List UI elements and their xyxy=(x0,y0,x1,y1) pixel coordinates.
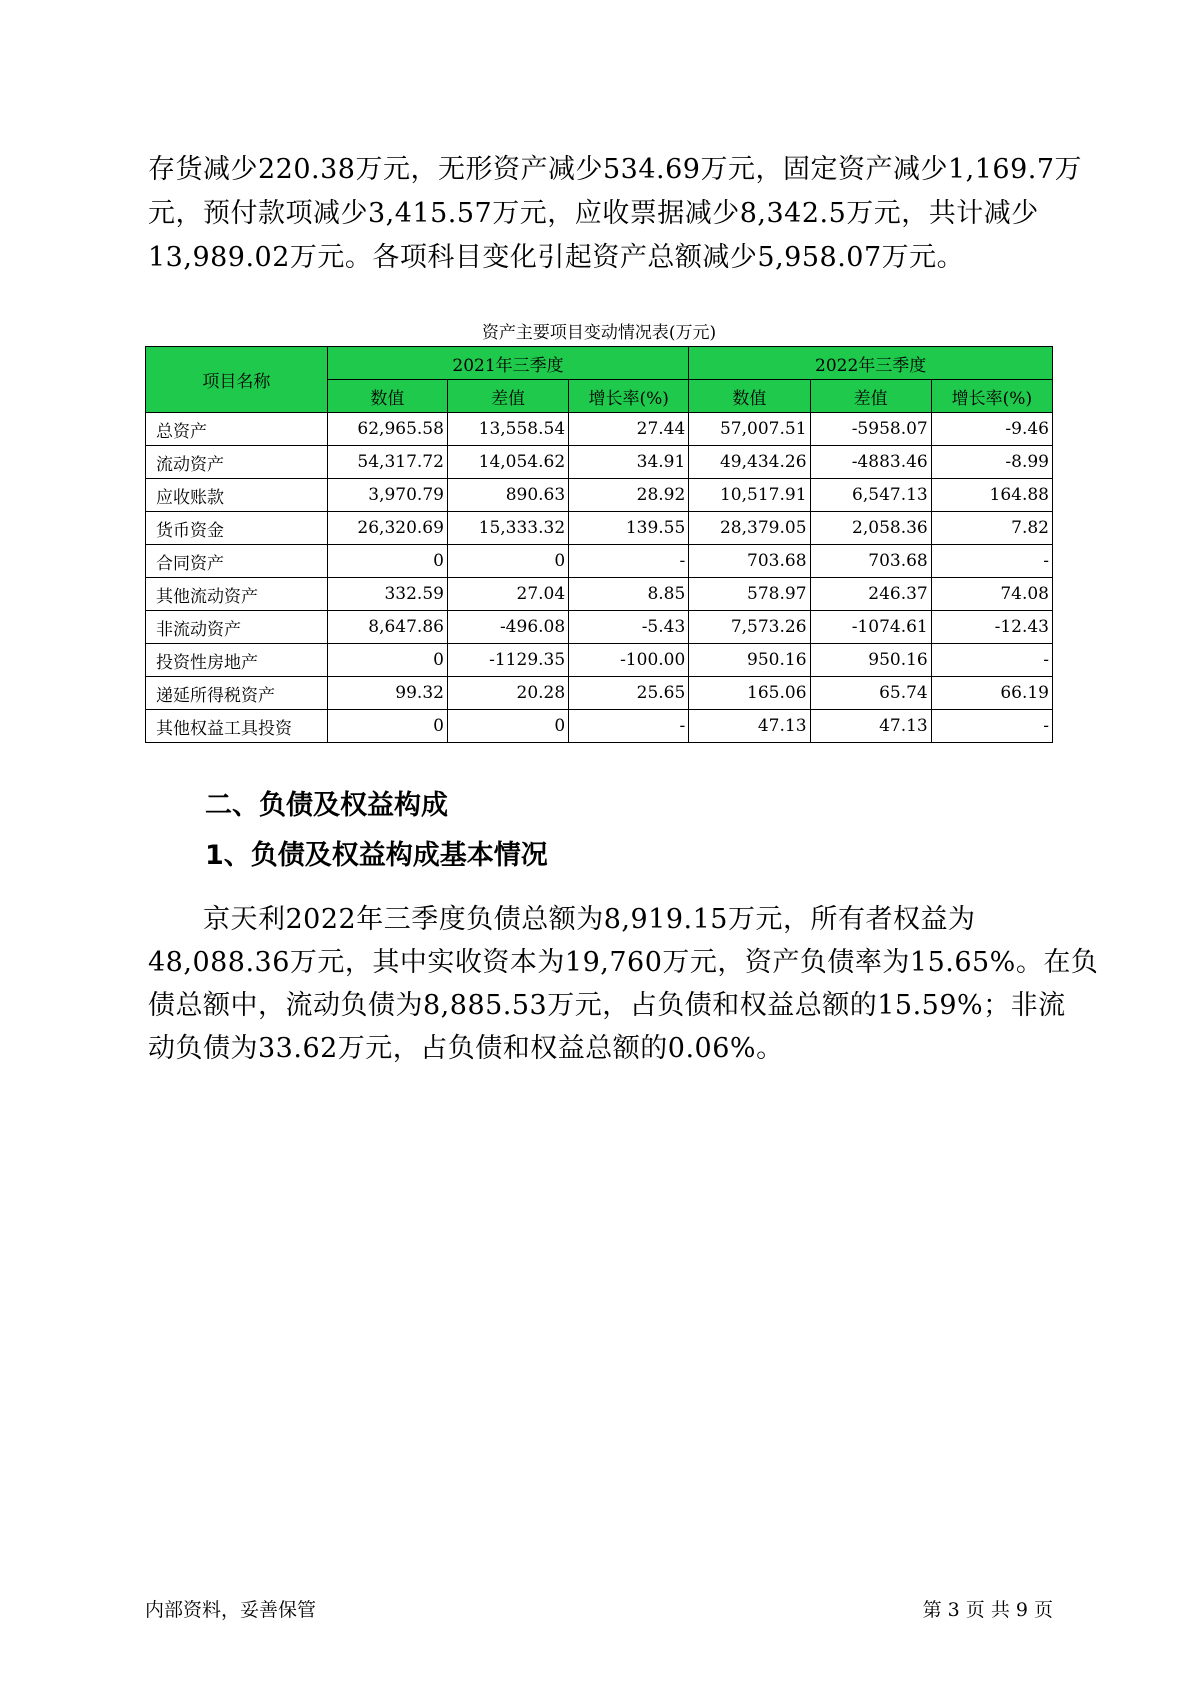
table-cell: 890.63 xyxy=(447,479,568,512)
table-row xyxy=(146,545,1053,578)
table-cell: -5958.07 xyxy=(810,413,931,446)
table-cell: 165.06 xyxy=(689,677,810,710)
row-item-name: 总资产 xyxy=(146,413,328,446)
table-cell: 62,965.58 xyxy=(327,413,447,446)
table-cell: 14,054.62 xyxy=(447,446,568,479)
table-cell: 6,547.13 xyxy=(810,479,931,512)
table-cell: 0 xyxy=(327,545,447,578)
row-item-name: 其他流动资产 xyxy=(146,578,328,611)
footer-page-number: 第 3 页 共 9 页 xyxy=(922,1599,1053,1621)
table-cell: - xyxy=(569,710,689,743)
table-cell: -1129.35 xyxy=(447,644,568,677)
table-row xyxy=(146,611,1053,644)
row-item-name: 流动资产 xyxy=(146,446,328,479)
table-cell: 0 xyxy=(447,545,568,578)
table-cell: 139.55 xyxy=(569,512,689,545)
table-cell: 950.16 xyxy=(689,644,810,677)
table-cell: -4883.46 xyxy=(810,446,931,479)
row-item-name: 货币资金 xyxy=(146,512,328,545)
table-cell: 15,333.32 xyxy=(447,512,568,545)
table-cell: 57,007.51 xyxy=(689,413,810,446)
asset-changes-table xyxy=(145,346,1053,743)
table-cell: 950.16 xyxy=(810,644,931,677)
table-cell: - xyxy=(569,545,689,578)
header-group-2021: 2021年三季度 xyxy=(327,347,688,380)
table-cell: 10,517.91 xyxy=(689,479,810,512)
table-cell: 0 xyxy=(327,710,447,743)
subheader-value-2022: 数值 xyxy=(689,380,810,413)
table-row xyxy=(146,479,1053,512)
table-row xyxy=(146,512,1053,545)
table-cell: 54,317.72 xyxy=(327,446,447,479)
table-cell: -100.00 xyxy=(569,644,689,677)
table-cell: - xyxy=(931,545,1052,578)
table-row xyxy=(146,644,1053,677)
table-cell: 2,058.36 xyxy=(810,512,931,545)
header-item-name: 项目名称 xyxy=(146,347,328,413)
subheader-diff-2022: 差值 xyxy=(810,380,931,413)
table-cell: 3,970.79 xyxy=(327,479,447,512)
table-cell: 332.59 xyxy=(327,578,447,611)
table-cell: - xyxy=(931,644,1052,677)
table-cell: 703.68 xyxy=(810,545,931,578)
table-cell: 0 xyxy=(327,644,447,677)
table-cell: 8.85 xyxy=(569,578,689,611)
section-heading: 二、负债及权益构成 xyxy=(205,790,448,821)
row-item-name: 应收账款 xyxy=(146,479,328,512)
table-cell: 703.68 xyxy=(689,545,810,578)
body-line: 48,088.36万元，其中实收资本为19,760万元，资产负债率为15.65%。在负 xyxy=(148,947,1099,978)
table-row xyxy=(146,710,1053,743)
subheader-growth-2021: 增长率(%) xyxy=(569,380,689,413)
table-cell: -12.43 xyxy=(931,611,1052,644)
intro-line: 元，预付款项减少3,415.57万元，应收票据减少8,342.5万元，共计减少 xyxy=(148,198,1039,229)
table-cell: -5.43 xyxy=(569,611,689,644)
table-cell: 65.74 xyxy=(810,677,931,710)
intro-line: 存货减少220.38万元，无形资产减少534.69万元，固定资产减少1,169.7万 xyxy=(148,154,1083,185)
body-line: 债总额中，流动负债为8,885.53万元，占负债和权益总额的15.59%；非流 xyxy=(148,990,1066,1021)
table-cell: 34.91 xyxy=(569,446,689,479)
footer-confidential-note: 内部资料，妥善保管 xyxy=(145,1599,317,1621)
row-item-name: 非流动资产 xyxy=(146,611,328,644)
body-line: 动负债为33.62万元，占负债和权益总额的0.06%。 xyxy=(148,1033,784,1064)
header-group-2022: 2022年三季度 xyxy=(689,347,1053,380)
table-cell: 25.65 xyxy=(569,677,689,710)
table-cell: 0 xyxy=(447,710,568,743)
row-item-name: 合同资产 xyxy=(146,545,328,578)
table-cell: 47.13 xyxy=(689,710,810,743)
subheader-diff-2021: 差值 xyxy=(447,380,568,413)
table-row xyxy=(146,446,1053,479)
table-cell: 7,573.26 xyxy=(689,611,810,644)
table-row xyxy=(146,677,1053,710)
table-cell: -9.46 xyxy=(931,413,1052,446)
table-cell: 27.04 xyxy=(447,578,568,611)
intro-line: 13,989.02万元。各项科目变化引起资产总额减少5,958.07万元。 xyxy=(148,242,965,273)
table-cell: 99.32 xyxy=(327,677,447,710)
intro-paragraph xyxy=(148,148,1083,280)
table-cell: 47.13 xyxy=(810,710,931,743)
table-cell: -496.08 xyxy=(447,611,568,644)
table-cell: 13,558.54 xyxy=(447,413,568,446)
table-row xyxy=(146,413,1053,446)
table-cell: 28,379.05 xyxy=(689,512,810,545)
subheader-growth-2022: 增长率(%) xyxy=(931,380,1052,413)
table-cell: 246.37 xyxy=(810,578,931,611)
table-cell: 20.28 xyxy=(447,677,568,710)
table-cell: 27.44 xyxy=(569,413,689,446)
body-line: 京天利2022年三季度负债总额为8,919.15万元，所有者权益为 xyxy=(148,904,976,935)
row-item-name: 其他权益工具投资 xyxy=(146,710,328,743)
table-row xyxy=(146,578,1053,611)
table-cell: -8.99 xyxy=(931,446,1052,479)
table-cell: - xyxy=(931,710,1052,743)
liabilities-paragraph xyxy=(148,898,1099,1070)
table-header-row xyxy=(146,347,1053,380)
subheader-value-2021: 数值 xyxy=(327,380,447,413)
table-cell: 49,434.26 xyxy=(689,446,810,479)
table-cell: 8,647.86 xyxy=(327,611,447,644)
table-cell: 74.08 xyxy=(931,578,1052,611)
table-body xyxy=(146,413,1053,743)
table-cell: 66.19 xyxy=(931,677,1052,710)
table-cell: 164.88 xyxy=(931,479,1052,512)
row-item-name: 投资性房地产 xyxy=(146,644,328,677)
subsection-heading: 1、负债及权益构成基本情况 xyxy=(205,840,548,871)
row-item-name: 递延所得税资产 xyxy=(146,677,328,710)
table-cell: 26,320.69 xyxy=(327,512,447,545)
table-cell: 7.82 xyxy=(931,512,1052,545)
table-cell: 578.97 xyxy=(689,578,810,611)
table-cell: 28.92 xyxy=(569,479,689,512)
table-cell: -1074.61 xyxy=(810,611,931,644)
table-caption: 资产主要项目变动情况表(万元) xyxy=(481,323,717,343)
